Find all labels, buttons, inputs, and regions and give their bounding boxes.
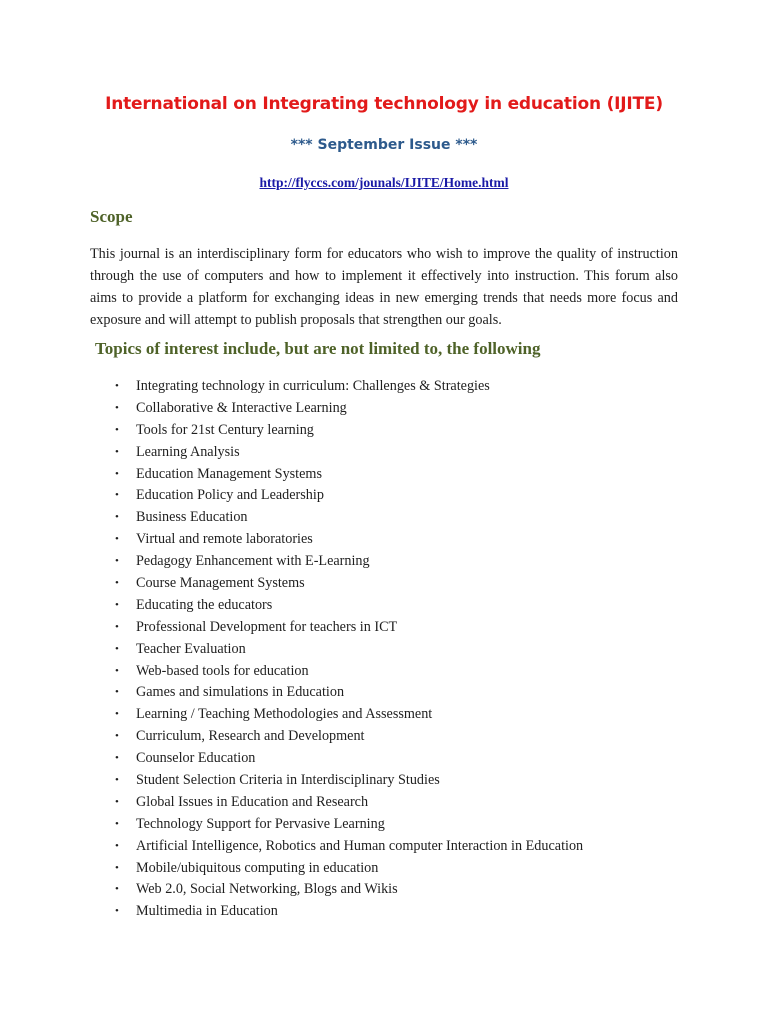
bullet-icon: •: [115, 839, 119, 852]
list-item-text: Education Policy and Leadership: [136, 487, 324, 504]
list-item-text: Virtual and remote laboratories: [136, 531, 313, 548]
bullet-icon: •: [115, 511, 119, 524]
list-item-text: Multimedia in Education: [136, 903, 278, 920]
scope-heading: Scope: [90, 207, 133, 226]
list-item: [112, 464, 583, 486]
list-item-text: Education Management Systems: [136, 465, 322, 482]
list-item: [112, 836, 583, 858]
list-item-text: Artificial Intelligence, Robotics and Human computer Interaction in Education: [136, 837, 584, 854]
list-item-text: Curriculum, Research and Development: [136, 728, 365, 745]
bullet-icon: •: [115, 533, 119, 546]
bullet-icon: •: [115, 555, 119, 568]
list-item-text: Global Issues in Education and Research: [136, 793, 369, 810]
bullet-icon: •: [115, 905, 119, 918]
bullet-icon: •: [115, 817, 119, 830]
bullet-icon: •: [115, 445, 119, 458]
list-item: [112, 551, 583, 573]
list-item: [112, 420, 583, 442]
topics-heading: Topics of interest include, but are not limited to, the following: [95, 339, 541, 358]
list-item-text: Web-based tools for education: [136, 662, 309, 679]
page-title: International on Integrating technology in education (IJITE): [105, 94, 663, 114]
list-item: [112, 748, 583, 770]
journal-home-link[interactable]: http://flyccs.com/jounals/IJITE/Home.html: [259, 175, 509, 190]
bullet-icon: •: [115, 423, 119, 436]
list-item-text: Mobile/ubiquitous computing in education: [136, 859, 379, 876]
list-item-text: Collaborative & Interactive Learning: [136, 399, 347, 416]
bullet-icon: •: [115, 861, 119, 874]
list-item-text: Tools for 21st Century learning: [136, 421, 314, 438]
topics-list: [112, 376, 583, 923]
list-item-text: Technology Support for Pervasive Learning: [136, 815, 385, 832]
list-item: [112, 879, 583, 901]
bullet-icon: •: [115, 664, 119, 677]
list-item: [112, 639, 583, 661]
bullet-icon: •: [115, 708, 119, 721]
list-item-text: Learning / Teaching Methodologies and Assessment: [136, 706, 433, 723]
list-item: [112, 376, 583, 398]
list-item-text: Integrating technology in curriculum: Challenges & Strategies: [136, 378, 490, 394]
scope-paragraph: This journal is an interdisciplinary form for educators who wish to improve the quality of instruction through the use of computers and how to implement it effectively into instruction. This forum also aims to provide a platform for exchanging ideas in new emerging trends that needs more focus and exposure and will attempt to publish proposals that strengthen our goals.: [90, 246, 678, 328]
list-item: [112, 726, 583, 748]
bullet-icon: •: [115, 401, 119, 414]
bullet-icon: •: [115, 642, 119, 655]
list-item: [112, 704, 583, 726]
bullet-icon: •: [115, 598, 119, 611]
list-item: [112, 858, 583, 880]
bullet-icon: •: [115, 730, 119, 743]
list-item-text: Pedagogy Enhancement with E-Learning: [136, 553, 370, 570]
list-item: [112, 901, 583, 923]
list-item: [112, 682, 583, 704]
bullet-icon: •: [115, 467, 119, 480]
list-item: [112, 398, 583, 420]
list-item-text: Learning Analysis: [136, 443, 240, 460]
list-item: [112, 814, 583, 836]
list-item-text: Games and simulations in Education: [136, 684, 345, 701]
list-item: [112, 442, 583, 464]
list-item: [112, 595, 583, 617]
list-item: [112, 485, 583, 507]
list-item-text: Educating the educators: [136, 596, 273, 613]
list-item-text: Professional Development for teachers in ICT: [136, 618, 398, 635]
bullet-icon: •: [115, 620, 119, 633]
list-item-text: Web 2.0, Social Networking, Blogs and Wikis: [136, 881, 398, 898]
issue-label: *** September Issue ***: [290, 137, 478, 153]
bullet-icon: •: [115, 380, 119, 392]
bullet-icon: •: [115, 883, 119, 896]
list-item-text: Business Education: [136, 509, 248, 526]
list-item: [112, 617, 583, 639]
list-item-text: Student Selection Criteria in Interdisciplinary Studies: [136, 772, 440, 789]
bullet-icon: •: [115, 489, 119, 502]
bullet-icon: •: [115, 774, 119, 787]
bullet-icon: •: [115, 577, 119, 590]
bullet-icon: •: [115, 752, 119, 765]
list-item-text: Counselor Education: [136, 750, 256, 767]
list-item-text: Teacher Evaluation: [136, 640, 246, 657]
list-item: [112, 770, 583, 792]
list-item: [112, 507, 583, 529]
list-item: [112, 661, 583, 683]
list-item: [112, 573, 583, 595]
bullet-icon: •: [115, 795, 119, 808]
bullet-icon: •: [115, 686, 119, 699]
list-item: [112, 529, 583, 551]
list-item: [112, 792, 583, 814]
list-item-text: Course Management Systems: [136, 575, 305, 592]
